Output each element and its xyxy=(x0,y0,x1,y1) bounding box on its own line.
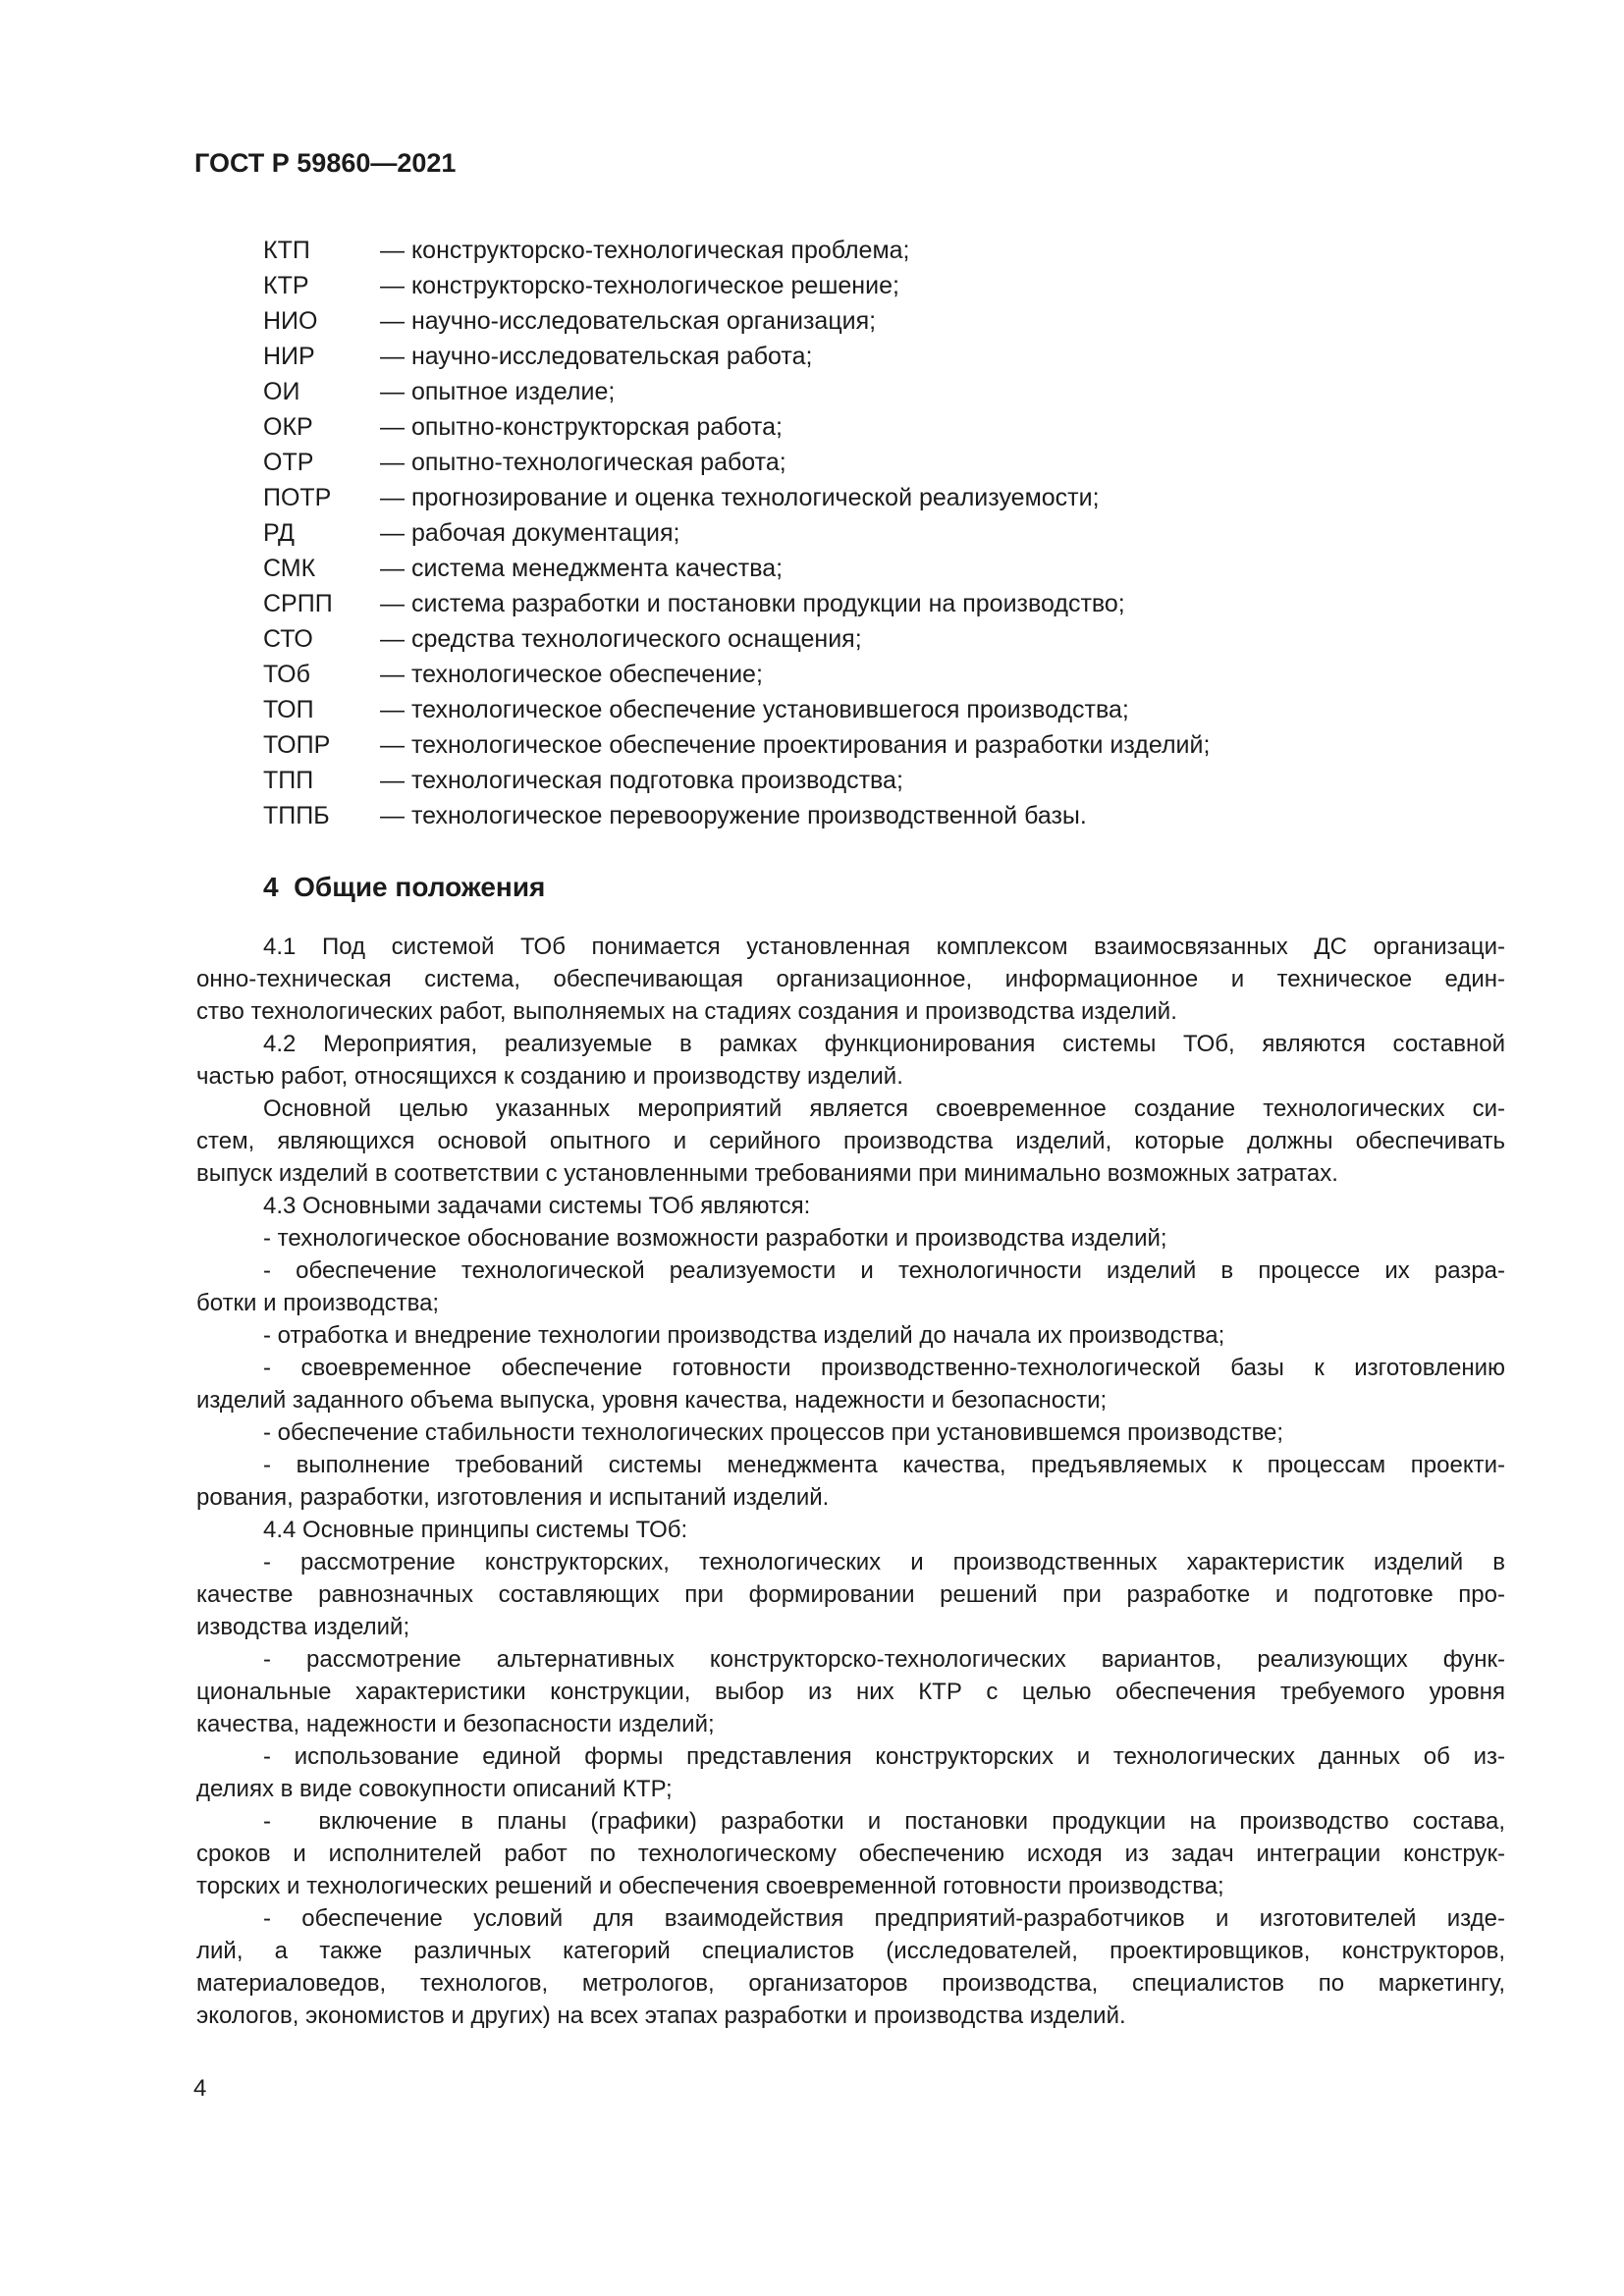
abbreviation-term: СТО xyxy=(263,625,313,653)
abbreviation-entry xyxy=(263,480,1490,515)
abbreviation-entry xyxy=(263,445,1490,480)
abbreviation-term: НИО xyxy=(263,307,318,335)
text-line: выпуск изделий в соответствии с установленными требованиями при минимально возможных затратах. xyxy=(196,1160,1338,1187)
abbreviation-definition: — система менеджмента качества; xyxy=(380,555,784,582)
text-line: ботки и производства; xyxy=(196,1290,440,1316)
text-line: - включение в планы (графики) разработки и постановки продукции на производство состава, xyxy=(263,1808,1505,1835)
abbreviation-term: ОИ xyxy=(263,378,300,405)
abbreviation-definition: — технологическое обеспечение; xyxy=(380,661,763,688)
abbreviation-definition: — опытное изделие; xyxy=(380,378,616,405)
abbreviation-term: ТПП xyxy=(263,767,314,794)
abbreviation-definition: — научно-исследовательская организация; xyxy=(380,307,877,335)
text-line: экологов, экономистов и других) на всех этапах разработки и производства изделий. xyxy=(196,2002,1126,2029)
section-body xyxy=(196,931,1505,2032)
paragraph xyxy=(196,1222,1505,1255)
text-line: изводства изделий; xyxy=(196,1614,410,1640)
abbreviation-entry xyxy=(263,727,1490,763)
text-line: 4.1 Под системой ТОб понимается установленная комплексом взаимосвязанных ДС организаци- xyxy=(263,934,1505,960)
text-line: - обеспечение условий для взаимодействия предприятий-разработчиков и изготовителей изде- xyxy=(263,1905,1505,1932)
text-line: онно-техническая система, обеспечивающая организационное, информационное и техническое един- xyxy=(196,966,1505,992)
paragraph xyxy=(196,1546,1505,1643)
text-line: - выполнение требований системы менеджмента качества, предъявляемых к процессам проекти- xyxy=(263,1452,1505,1478)
abbreviation-definition: — опытно-технологическая работа; xyxy=(380,449,786,476)
abbreviation-definition: — научно-исследовательская работа; xyxy=(380,343,813,370)
text-line: Основной целью указанных мероприятий является своевременное создание технологических си- xyxy=(263,1095,1505,1122)
paragraph xyxy=(196,1449,1505,1514)
page-number: 4 xyxy=(193,2075,207,2102)
abbreviation-entry xyxy=(263,586,1490,621)
paragraph xyxy=(196,1740,1505,1805)
paragraph xyxy=(196,1643,1505,1740)
text-line: - рассмотрение конструкторских, технологических и производственных характеристик изделий в xyxy=(263,1549,1505,1575)
abbreviation-term: КТР xyxy=(263,272,309,299)
abbreviation-entry xyxy=(263,621,1490,657)
abbreviation-entry xyxy=(263,268,1490,303)
abbreviation-entry xyxy=(263,233,1490,268)
abbreviation-definition: — средства технологического оснащения; xyxy=(380,625,862,653)
document-header: ГОСТ Р 59860—2021 xyxy=(194,148,457,178)
paragraph xyxy=(196,1093,1505,1190)
text-line: качества, надежности и безопасности изделий; xyxy=(196,1711,715,1737)
abbreviation-term: КТП xyxy=(263,237,310,264)
text-line: - своевременное обеспечение готовности производственно-технологической базы к изготовлению xyxy=(263,1355,1505,1381)
abbreviation-entry xyxy=(263,339,1490,374)
text-line: - отработка и внедрение технологии производства изделий до начала их производства; xyxy=(263,1322,1225,1349)
text-line: рования, разработки, изготовления и испытаний изделий. xyxy=(196,1484,830,1511)
text-line: 4.4 Основные принципы системы ТОб: xyxy=(263,1517,688,1543)
abbreviation-term: НИР xyxy=(263,343,315,370)
abbreviation-definition: — технологическое обеспечение проектирования и разработки изделий; xyxy=(380,731,1211,759)
abbreviation-definition: — технологическое перевооружение производственной базы. xyxy=(380,802,1087,829)
abbreviation-term: ПОТР xyxy=(263,484,332,511)
abbreviation-entry xyxy=(263,657,1490,692)
text-line: - использование единой формы представления конструкторских и технологических данных об из- xyxy=(263,1743,1505,1770)
paragraph xyxy=(196,1805,1505,1902)
abbreviation-definition: — прогнозирование и оценка технологической реализуемости; xyxy=(380,484,1100,511)
abbreviation-term: ОТР xyxy=(263,449,314,476)
abbreviation-entry xyxy=(263,515,1490,551)
section-title: Общие положения xyxy=(294,872,546,902)
abbreviation-definition: — технологическое обеспечение установившегося производства; xyxy=(380,696,1129,723)
text-line: лий, а также различных категорий специалистов (исследователей, проектировщиков, конструкторов, xyxy=(196,1938,1505,1964)
paragraph xyxy=(196,931,1505,1028)
text-line: торских и технологических решений и обеспечения своевременной готовности производства; xyxy=(196,1873,1224,1899)
paragraph xyxy=(196,1190,1505,1222)
section-heading xyxy=(263,872,545,903)
abbreviation-term: ТОб xyxy=(263,661,310,688)
text-line: изделий заданного объема выпуска, уровня качества, надежности и безопасности; xyxy=(196,1387,1108,1414)
text-line: - обеспечение стабильности технологических процессов при установившемся производстве; xyxy=(263,1419,1284,1446)
paragraph xyxy=(196,1319,1505,1352)
text-line: - обеспечение технологической реализуемости и технологичности изделий в процессе их разра- xyxy=(263,1257,1505,1284)
abbreviation-term: СМК xyxy=(263,555,316,582)
text-line: стем, являющихся основой опытного и серийного производства изделий, которые должны обеспечивать xyxy=(196,1128,1505,1154)
abbreviation-definition: — конструкторско-технологическое решение; xyxy=(380,272,899,299)
abbreviations-list xyxy=(263,233,1490,833)
abbreviation-entry xyxy=(263,374,1490,409)
abbreviation-entry xyxy=(263,692,1490,727)
paragraph xyxy=(196,1514,1505,1546)
text-line: ство технологических работ, выполняемых на стадиях создания и производства изделий. xyxy=(196,998,1177,1025)
paragraph xyxy=(196,1352,1505,1416)
abbreviation-term: ТОП xyxy=(263,696,314,723)
abbreviation-entry xyxy=(263,763,1490,798)
abbreviation-definition: — рабочая документация; xyxy=(380,519,680,547)
abbreviation-definition: — технологическая подготовка производства; xyxy=(380,767,903,794)
abbreviation-term: ТОПР xyxy=(263,731,331,759)
paragraph xyxy=(196,1416,1505,1449)
abbreviation-definition: — конструкторско-технологическая проблема; xyxy=(380,237,910,264)
text-line: - технологическое обоснование возможности разработки и производства изделий; xyxy=(263,1225,1167,1252)
abbreviation-term: ТППБ xyxy=(263,802,330,829)
paragraph xyxy=(196,1255,1505,1319)
text-line: сроков и исполнителей работ по технологическому обеспечению исходя из задач интеграции конструк- xyxy=(196,1841,1505,1867)
abbreviation-term: ОКР xyxy=(263,413,313,441)
abbreviation-definition: — система разработки и постановки продукции на производство; xyxy=(380,590,1125,617)
text-line: материаловедов, технологов, метрологов, организаторов производства, специалистов по маркетингу, xyxy=(196,1970,1505,1997)
abbreviation-entry xyxy=(263,409,1490,445)
abbreviation-term: СРПП xyxy=(263,590,333,617)
abbreviation-entry xyxy=(263,551,1490,586)
text-line: циональные характеристики конструкции, выбор из них КТР с целью обеспечения требуемого уровня xyxy=(196,1679,1505,1705)
text-line: качестве равнозначных составляющих при формировании решений при разработке и подготовке про- xyxy=(196,1581,1505,1608)
section-number: 4 xyxy=(263,872,279,902)
abbreviation-entry xyxy=(263,798,1490,833)
abbreviation-definition: — опытно-конструкторская работа; xyxy=(380,413,783,441)
paragraph xyxy=(196,1902,1505,2032)
paragraph xyxy=(196,1028,1505,1093)
text-line: 4.3 Основными задачами системы ТОб являются: xyxy=(263,1193,811,1219)
text-line: частью работ, относящихся к созданию и производству изделий. xyxy=(196,1063,903,1090)
text-line: делиях в виде совокупности описаний КТР; xyxy=(196,1776,673,1802)
text-line: 4.2 Мероприятия, реализуемые в рамках функционирования системы ТОб, являются составной xyxy=(263,1031,1505,1057)
abbreviation-term: РД xyxy=(263,519,295,547)
text-line: - рассмотрение альтернативных конструкторско-технологических вариантов, реализующих функ- xyxy=(263,1646,1505,1673)
abbreviation-entry xyxy=(263,303,1490,339)
